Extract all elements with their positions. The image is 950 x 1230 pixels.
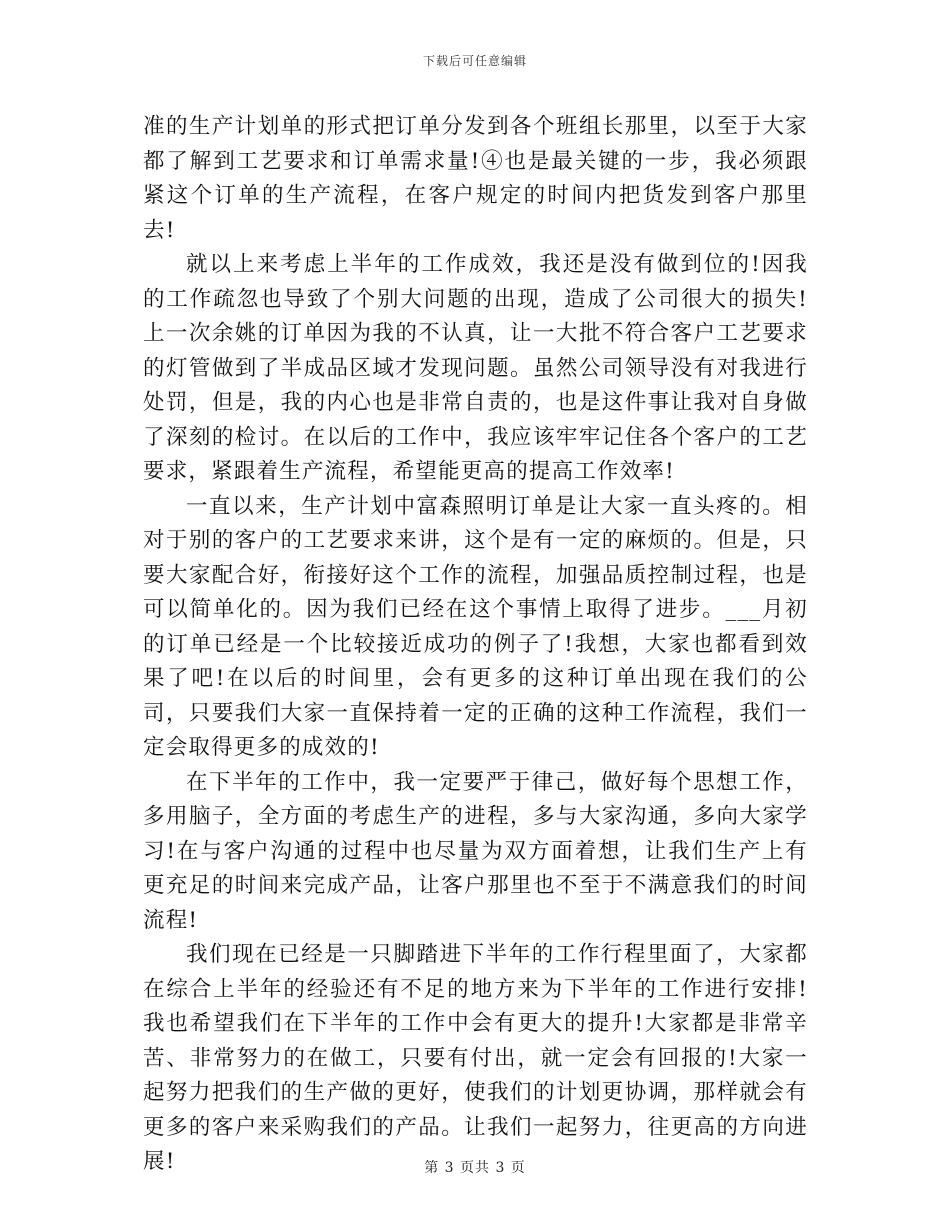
- page-header: 下载后可任意编辑: [422, 54, 527, 68]
- paragraph-continuation: 准的生产计划单的形式把订单分发到各个班组长那里，以至于大家都了解到工艺要求和订单需求量!④也是最关键的一步，我必须跟紧这个订单的生产流程，在客户规定的时间内把货发到客户那里去!: [143, 114, 808, 243]
- document-body: [143, 110, 808, 1180]
- paragraph-second-half-plan: 在下半年的工作中，我一定要严于律己，做好每个思想工作，多用脑子，全方面的考虑生产的进程，多与大家沟通，多向大家学习!在与客户沟通的过程中也尽量为双方面着想，让我们生产上有更充足的时间来完成产品，让客户那里也不至于不满意我们的时间流程!: [143, 769, 808, 933]
- paragraph-first-half-review: 就以上来考虑上半年的工作成效，我还是没有做到位的!因我的工作疏忽也导致了个别大问题的出现，造成了公司很大的损失!上一次余姚的订单因为我的不认真，让一大批不符合客户工艺要求的灯管做到了半成品区域才发现问题。虽然公司领导没有对我进行处罚，但是，我的内心也是非常自责的，也是这件事让我对自身做了深刻的检讨。在以后的工作中，我应该牢牢记住各个客户的工艺要求，紧跟着生产流程，希望能更高的提高工作效率!: [143, 252, 808, 484]
- paragraph-closing: 我们现在已经是一只脚踏进下半年的工作行程里面了，大家都在综合上半年的经验还有不足的地方来为下半年的工作进行安排!我也希望我们在下半年的工作中会有更大的提升!大家都是非常辛苦、非常努力的在做工，只要有付出，就一定会有回报的!大家一起努力把我们的生产做的更好，使我们的计划更协调，那样就会有更多的客户来采购我们的产品。让我们一起努力，往更高的方向进展!: [143, 942, 808, 1174]
- paragraph-fusen-order: 一直以来，生产计划中富森照明订单是让大家一直头疼的。相对于别的客户的工艺要求来讲，这个是有一定的麻烦的。但是，只要大家配合好，衔接好这个工作的流程，加强品质控制过程，也是可以简单化的。因为我们已经在这个事情上取得了进步。___月初的订单已经是一个比较接近成功的例子了!我想，大家也都看到效果了吧!在以后的时间里，会有更多的这种订单出现在我们的公司，只要我们大家一直保持着一定的正确的这种工作流程，我们一定会取得更多的成效的!: [143, 493, 808, 760]
- page-number: 第 3 页共 3 页: [424, 1160, 526, 1176]
